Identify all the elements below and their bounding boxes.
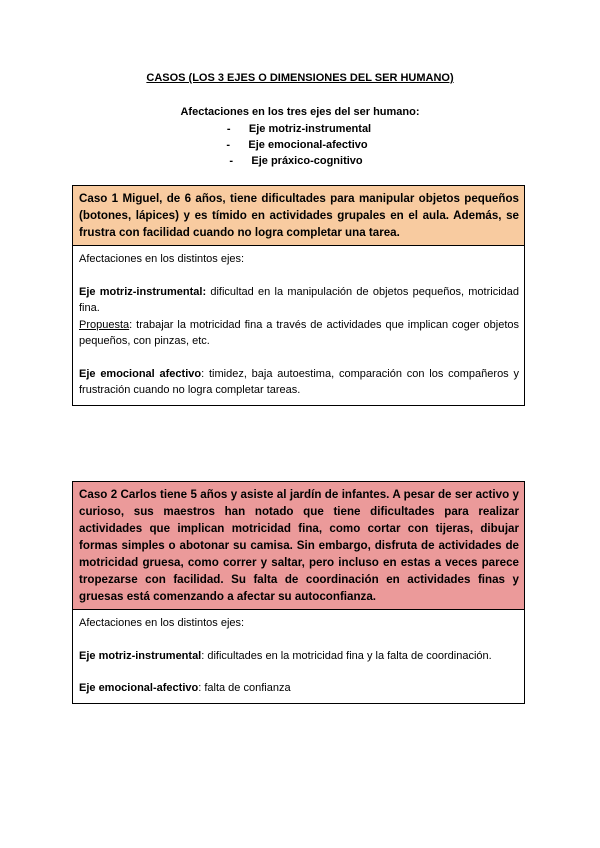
case-1-proposal [79,317,519,350]
case-2-motor-label: Eje motriz-instrumental [79,649,202,662]
case-1-description: Caso 1 Miguel, de 6 años, tiene dificultades para manipular objetos pequeños (botones, lápices) y es tímido en actividades grupales en el aula. Además, se frustra con facilidad cuando no logra completar una tarea. [73,186,524,246]
case-2-emotional-label: Eje emocional-afectivo [79,682,199,694]
case-2-intro: Afectaciones en los distintos ejes: [79,617,245,629]
axis-item: - Eje motriz-instrumental [226,123,372,135]
case-1-emotional [79,366,519,399]
document-title: CASOS (LOS 3 EJES O DIMENSIONES DEL SER HUMANO) [146,72,454,84]
axis-item: - Eje práxico-cognitivo [229,155,363,167]
axis-item: - Eje emocional-afectivo [226,139,368,151]
case-2-motor [79,648,519,665]
case-1-analysis [73,246,524,405]
case-1-proposal-label: Propuesta [79,318,130,331]
document-subtitle: Afectaciones en los tres ejes del ser humano: [180,106,420,118]
case-1-motor [79,284,519,317]
case-2-emotional-text: : falta de confianza [198,682,291,694]
case-2-emotional [79,680,519,697]
axes-list [0,121,600,169]
case-2-table [72,481,525,704]
case-2-analysis [73,610,524,703]
case-1-intro: Afectaciones en los distintos ejes: [79,253,245,265]
case-1-table [72,185,525,406]
case-1-emotional-text: : timidez, baja autoestima, comparación con los compañeros y frustración cuando no logra completar tareas. [79,367,519,396]
case-1-emotional-label: Eje emocional afectivo [79,367,202,380]
case-1-proposal-text: : trabajar la motricidad fina a través de actividades que implican coger objetos pequeños, con pinzas, etc. [79,318,519,347]
case-1-motor-text: dificultad en la manipulación de objetos pequeños, motricidad fina. [79,285,519,314]
case-1-motor-label: Eje motriz-instrumental: [79,285,207,298]
case-2-description: Caso 2 Carlos tiene 5 años y asiste al jardín de infantes. A pesar de ser activo y curioso, sus maestros han notado que tiene dificultades para realizar actividades que implican motricidad fina, como cortar con tijeras, dibujar formas simples o abotonar su camisa. Sin embargo, disfruta de actividades de motricidad gruesa, como correr y saltar, pero incluso en estas a veces parece tropezarse con facilidad. Su falta de coordinación en actividades finas y gruesas está comenzando a afectar su autoconfianza. [73,482,524,610]
case-2-motor-text: : dificultades en la motricidad fina y la falta de coordinación. [201,649,492,662]
